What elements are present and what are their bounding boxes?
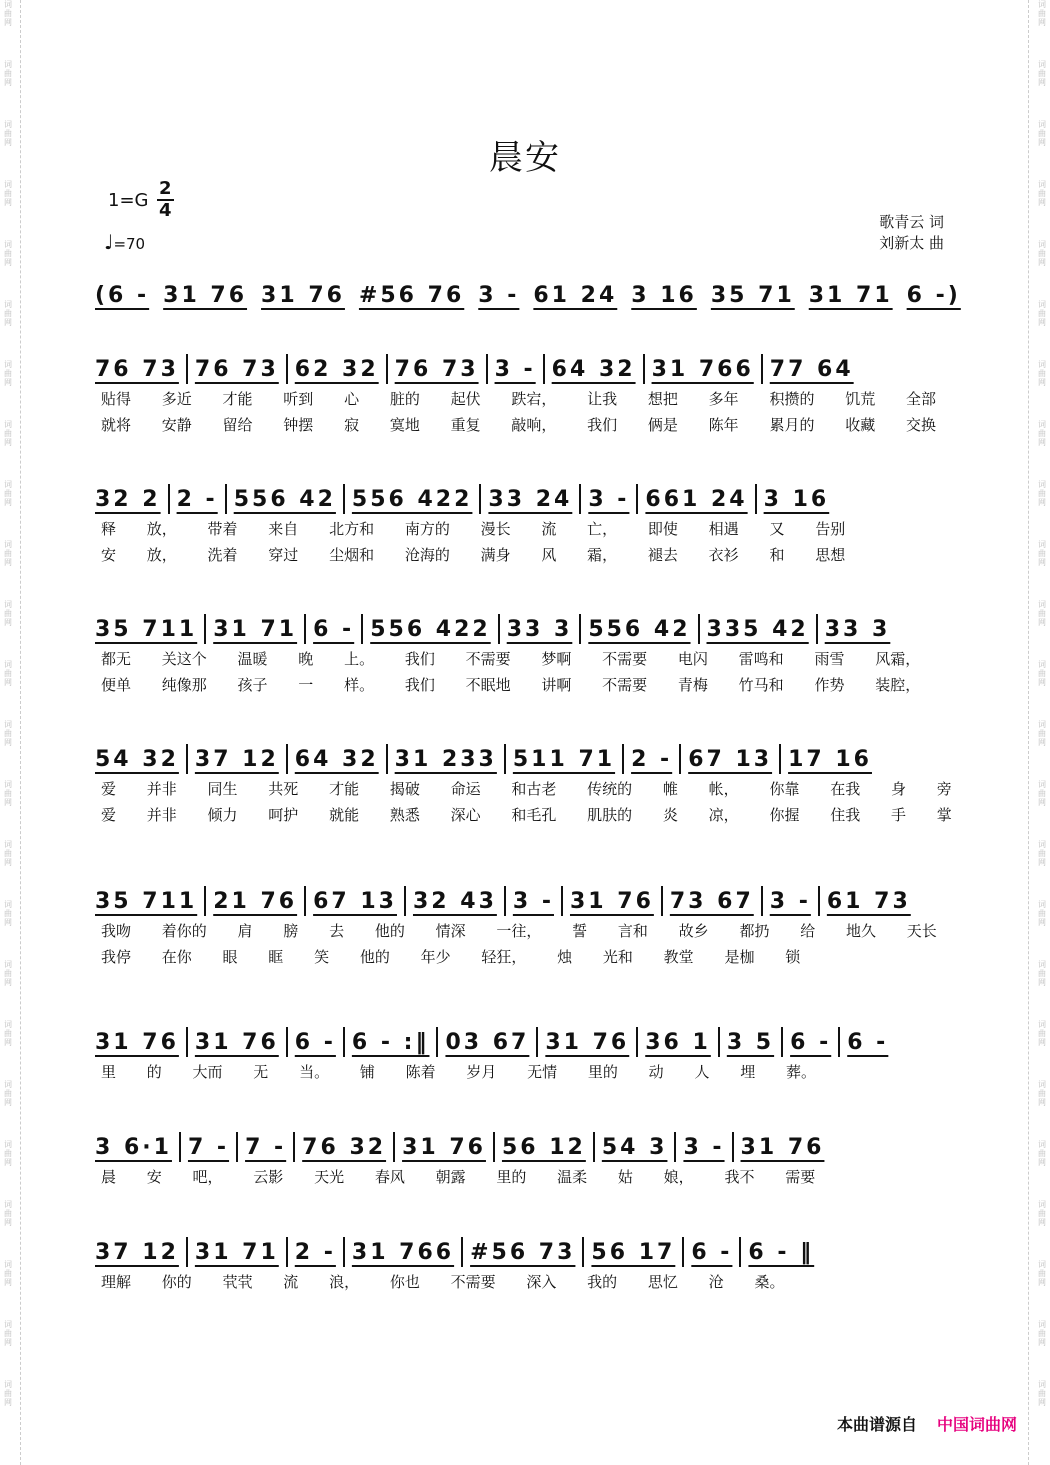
measure: 67 13	[688, 746, 773, 772]
source-label: 本曲谱源自	[836, 1415, 917, 1434]
lyric-line: 爱 并非 同生 共死 才能 揭破 命运 和古老 传统的 帷 帐， 你靠 在我 身 旁	[101, 780, 952, 798]
measure: 3 -	[512, 888, 554, 914]
measure: 31 76	[194, 1029, 279, 1055]
watermark-unit: 词 曲 网	[1038, 60, 1046, 87]
lyric-line: 爱 并非 倾力 呵护 就能 熟悉 深心 和毛孔 肌肤的 炎 凉， 你握 住我 手 掌	[101, 806, 952, 824]
measure: 31 76	[402, 1134, 486, 1160]
barline	[718, 1027, 720, 1057]
barline	[561, 886, 563, 916]
measure: 61 24	[533, 282, 618, 308]
measure: 3 -	[494, 356, 536, 382]
watermark-unit: 词 曲 网	[1038, 420, 1046, 447]
notes-line	[95, 278, 961, 312]
notes-line	[95, 482, 955, 516]
barline	[204, 614, 206, 644]
measure: 6 -)	[906, 282, 961, 308]
watermark-unit: 词 曲 网	[4, 1380, 12, 1407]
watermark-unit: 词 曲 网	[4, 480, 12, 507]
barline	[186, 1237, 188, 1267]
measure: 6 - :‖	[351, 1029, 430, 1055]
lyric-line: 释 放， 带着 来自 北方和 南方的 漫长 流 亡， 即使 相遇 又 告别	[101, 520, 846, 538]
score-system	[95, 742, 955, 828]
measure: 556 422	[370, 616, 491, 642]
watermark-unit: 词 曲 网	[4, 1080, 12, 1107]
quarter-note-icon: ♩	[104, 230, 114, 254]
score-system	[95, 1025, 955, 1111]
measure: #56 73	[470, 1239, 576, 1265]
site-name: 中国词曲网	[936, 1415, 1017, 1434]
lyric-line: 理解 你的 茕茕 流 浪， 你也 不需要 深入 我的 思忆 沧 桑。	[101, 1273, 785, 1291]
barline	[755, 484, 757, 514]
measure: 33 24	[488, 486, 573, 512]
barline	[761, 886, 763, 916]
barline	[343, 484, 345, 514]
lyric-line	[95, 312, 955, 338]
measure: 31 766	[651, 356, 754, 382]
measure: 335 42	[706, 616, 809, 642]
measure: 3 5	[726, 1029, 775, 1055]
barline	[781, 1027, 783, 1057]
measure: 21 76	[213, 888, 298, 914]
measure: 511 71	[512, 746, 616, 772]
barline	[643, 354, 645, 384]
measure: 3 -	[478, 282, 520, 308]
key-signature: 1=G	[108, 190, 149, 211]
measure: 31 76	[740, 1134, 825, 1160]
barline	[393, 1132, 395, 1162]
barline	[186, 354, 188, 384]
measure: 31 71	[808, 282, 893, 308]
measure: 35 711	[95, 616, 198, 642]
lyric-line	[95, 1085, 955, 1111]
measure: 6 -	[790, 1029, 832, 1055]
measure: 33 3	[506, 616, 573, 642]
measure: 35 71	[710, 282, 795, 308]
watermark-unit: 词 曲 网	[4, 0, 12, 27]
watermark-unit: 词 曲 网	[1038, 1260, 1046, 1287]
measure: (6 -	[95, 282, 150, 308]
watermark-unit: 词 曲 网	[4, 1200, 12, 1227]
barline	[818, 886, 820, 916]
barline	[304, 886, 306, 916]
measure: 31 71	[194, 1239, 279, 1265]
tempo-marking: ♩=70	[104, 230, 146, 254]
watermark-unit: 词 曲 网	[4, 600, 12, 627]
score-system	[95, 1235, 955, 1321]
barline	[461, 1237, 463, 1267]
barline	[361, 614, 363, 644]
barline	[504, 886, 506, 916]
measure: 7 -	[187, 1134, 230, 1160]
barline	[679, 744, 681, 774]
footer	[837, 1412, 1017, 1435]
watermark-unit: 词 曲 网	[1038, 240, 1046, 267]
measure: 56 12	[501, 1134, 586, 1160]
right-watermark	[1034, 0, 1050, 1465]
measure: 31 71	[213, 616, 298, 642]
watermark-unit: 词 曲 网	[1038, 1080, 1046, 1107]
watermark-unit: 词 曲 网	[1038, 900, 1046, 927]
measure: 76 73	[194, 356, 279, 382]
lyric-line: 贴得 多近 才能 听到 心 脏的 起伏 跌宕， 让我 想把 多年 积攒的 饥荒 全部	[101, 390, 936, 408]
barline	[536, 1027, 538, 1057]
barline	[404, 886, 406, 916]
score-system	[95, 884, 955, 970]
watermark-unit: 词 曲 网	[1038, 780, 1046, 807]
measure: 37 12	[95, 1239, 179, 1265]
measure: 54 32	[95, 746, 179, 772]
left-watermark	[0, 0, 16, 1465]
measure: 3 -	[683, 1134, 725, 1160]
watermark-unit: 词 曲 网	[4, 660, 12, 687]
barline	[498, 614, 500, 644]
barline	[343, 1237, 345, 1267]
watermark-unit: 词 曲 网	[4, 960, 12, 987]
barline	[579, 484, 581, 514]
measure: 2 -	[176, 486, 218, 512]
measure: 62 32	[294, 356, 379, 382]
watermark-unit: 词 曲 网	[4, 720, 12, 747]
notes-line	[95, 742, 955, 776]
measure: 3 -	[769, 888, 811, 914]
watermark-unit: 词 曲 网	[4, 900, 12, 927]
watermark-unit: 词 曲 网	[1038, 720, 1046, 747]
watermark-unit: 词 曲 网	[1038, 1200, 1046, 1227]
barline	[732, 1132, 734, 1162]
measure: 03 67	[445, 1029, 530, 1055]
lyric-line: 我停 在你 眼 眶 笑 他的 年少 轻狂， 烛 光和 教堂 是枷 锁	[101, 948, 801, 966]
barline	[504, 744, 506, 774]
watermark-unit: 词 曲 网	[1038, 1380, 1046, 1407]
measure: 31 233	[394, 746, 497, 772]
measure: 31 76	[569, 888, 654, 914]
measure: 661 24	[645, 486, 748, 512]
measure: 31 76	[261, 282, 345, 308]
measure: 6 -	[313, 616, 355, 642]
measure: 56 17	[591, 1239, 676, 1265]
watermark-unit: 词 曲 网	[4, 1320, 12, 1347]
notes-line	[95, 612, 955, 646]
lyricist: 歌青云 词	[879, 213, 944, 231]
time-signature: 2 4	[159, 178, 172, 221]
barline	[674, 1132, 676, 1162]
barline	[386, 744, 388, 774]
watermark-unit: 词 曲 网	[1038, 300, 1046, 327]
barline	[761, 354, 763, 384]
lyric-line: 晨 安 吧， 云影 天光 春风 朝露 里的 温柔 姑 娘， 我不 需要	[101, 1168, 816, 1186]
barline	[838, 1027, 840, 1057]
barline	[343, 1027, 345, 1057]
measure: 6 -	[691, 1239, 733, 1265]
measure: 64 32	[294, 746, 379, 772]
watermark-unit: 词 曲 网	[4, 1260, 12, 1287]
measure: #56 76	[358, 282, 465, 308]
lyric-line: 就将 安静 留给 钟摆 寂 寞地 重复 敲响， 我们 俩是 陈年 累月的 收藏 交换	[101, 416, 936, 434]
watermark-unit: 词 曲 网	[1038, 1020, 1046, 1047]
measure: 6 -	[294, 1029, 336, 1055]
watermark-unit: 词 曲 网	[4, 1140, 12, 1167]
credits	[879, 212, 944, 254]
watermark-unit: 词 曲 网	[4, 180, 12, 207]
lyric-line: 我吻 着你的 肩 膀 去 他的 情深 一往， 誓 言和 故乡 都扔 给 地久 天长	[101, 922, 937, 940]
barline	[168, 484, 170, 514]
measure: 2 -	[294, 1239, 336, 1265]
watermark-unit: 词 曲 网	[4, 780, 12, 807]
lyric-line	[95, 1295, 955, 1321]
song-title: 晨安	[489, 138, 561, 178]
barline	[286, 1237, 288, 1267]
score-system	[95, 1130, 955, 1216]
barline	[682, 1237, 684, 1267]
barline	[486, 354, 488, 384]
barline	[779, 744, 781, 774]
notes-line	[95, 1025, 955, 1059]
watermark-unit: 词 曲 网	[1038, 660, 1046, 687]
composer: 刘新太 曲	[879, 234, 944, 252]
barline	[286, 744, 288, 774]
barline	[204, 886, 206, 916]
measure: 67 13	[313, 888, 397, 914]
barline	[816, 614, 818, 644]
measure: 61 73	[826, 888, 911, 914]
measure: 3 16	[763, 486, 830, 512]
watermark-unit: 词 曲 网	[1038, 1140, 1046, 1167]
watermark-unit: 词 曲 网	[1038, 0, 1046, 27]
barline	[593, 1132, 595, 1162]
watermark-unit: 词 曲 网	[1038, 480, 1046, 507]
barline	[636, 484, 638, 514]
measure: 35 711	[95, 888, 198, 914]
watermark-unit: 词 曲 网	[1038, 960, 1046, 987]
measure: 76 73	[394, 356, 479, 382]
measure: 3 6·1	[95, 1134, 172, 1160]
score-system	[95, 352, 955, 438]
measure: 31 76	[163, 282, 248, 308]
measure: 31 76	[95, 1029, 179, 1055]
measure: 31 76	[545, 1029, 630, 1055]
watermark-unit: 词 曲 网	[4, 360, 12, 387]
measure: 54 3	[601, 1134, 668, 1160]
notes-line	[95, 1235, 955, 1269]
watermark-unit: 词 曲 网	[1038, 360, 1046, 387]
barline	[493, 1132, 495, 1162]
watermark-unit: 词 曲 网	[1038, 840, 1046, 867]
measure: 76 73	[95, 356, 179, 382]
lyric-line	[95, 1190, 955, 1216]
measure: 31 766	[351, 1239, 455, 1265]
measure: 3 16	[631, 282, 697, 308]
lyric-line: 里 的 大而 无 当。 铺 陈着 岁月 无情 里的 动 人 埋 葬。	[101, 1063, 816, 1081]
barline	[386, 354, 388, 384]
measure: 64 32	[551, 356, 636, 382]
watermark-unit: 词 曲 网	[4, 840, 12, 867]
barline	[661, 886, 663, 916]
barline	[543, 354, 545, 384]
measure: 6 -	[847, 1029, 889, 1055]
measure: 556 422	[351, 486, 473, 512]
measure: 32 2	[95, 486, 161, 512]
barline	[186, 744, 188, 774]
watermark-unit: 词 曲 网	[4, 420, 12, 447]
score-system	[95, 612, 955, 698]
barline	[739, 1237, 741, 1267]
lyric-line: 都无 关这个 温暖 晚 上。 我们 不需要 梦啊 不需要 电闪 雷鸣和 雨雪 风霜，	[101, 650, 921, 668]
watermark-unit: 词 曲 网	[1038, 180, 1046, 207]
watermark-unit: 词 曲 网	[1038, 540, 1046, 567]
barline	[436, 1027, 438, 1057]
watermark-unit: 词 曲 网	[1038, 120, 1046, 147]
barline	[304, 614, 306, 644]
barline	[225, 484, 227, 514]
measure: 2 -	[631, 746, 673, 772]
measure: 17 16	[788, 746, 872, 772]
measure: 32 43	[412, 888, 497, 914]
measure: 556 42	[588, 616, 691, 642]
measure: 556 42	[233, 486, 336, 512]
barline	[582, 1237, 584, 1267]
barline	[186, 1027, 188, 1057]
watermark-unit: 词 曲 网	[4, 120, 12, 147]
notes-line	[95, 884, 955, 918]
measure: 33 3	[824, 616, 891, 642]
measure: 73 67	[669, 888, 754, 914]
measure: 76 32	[302, 1134, 387, 1160]
barline	[479, 484, 481, 514]
measure: 7 -	[245, 1134, 287, 1160]
notes-line	[95, 1130, 955, 1164]
barline	[286, 1027, 288, 1057]
watermark-unit: 词 曲 网	[4, 240, 12, 267]
notes-line	[95, 352, 955, 386]
watermark-unit: 词 曲 网	[1038, 600, 1046, 627]
barline	[636, 1027, 638, 1057]
barline	[698, 614, 700, 644]
watermark-unit: 词 曲 网	[4, 1020, 12, 1047]
measure: 37 12	[194, 746, 279, 772]
measure: 36 1	[645, 1029, 711, 1055]
measure: 3 -	[588, 486, 630, 512]
barline	[236, 1132, 238, 1162]
measure: 6 - ‖	[748, 1239, 815, 1265]
score-system	[95, 482, 955, 568]
measure: 77 64	[769, 356, 854, 382]
barline	[579, 614, 581, 644]
lyric-line: 安 放， 洗着 穿过 尘烟和 沧海的 满身 风 霜， 褪去 衣衫 和 思想	[101, 546, 846, 564]
lyric-line: 便单 纯像那 孩子 一 样。 我们 不眠地 讲啊 不需要 青梅 竹马和 作势 装腔，	[101, 676, 921, 694]
barline	[293, 1132, 295, 1162]
watermark-unit: 词 曲 网	[4, 60, 12, 87]
barline	[622, 744, 624, 774]
barline	[179, 1132, 181, 1162]
watermark-unit: 词 曲 网	[4, 300, 12, 327]
watermark-unit: 词 曲 网	[4, 540, 12, 567]
barline	[286, 354, 288, 384]
watermark-unit: 词 曲 网	[1038, 1320, 1046, 1347]
